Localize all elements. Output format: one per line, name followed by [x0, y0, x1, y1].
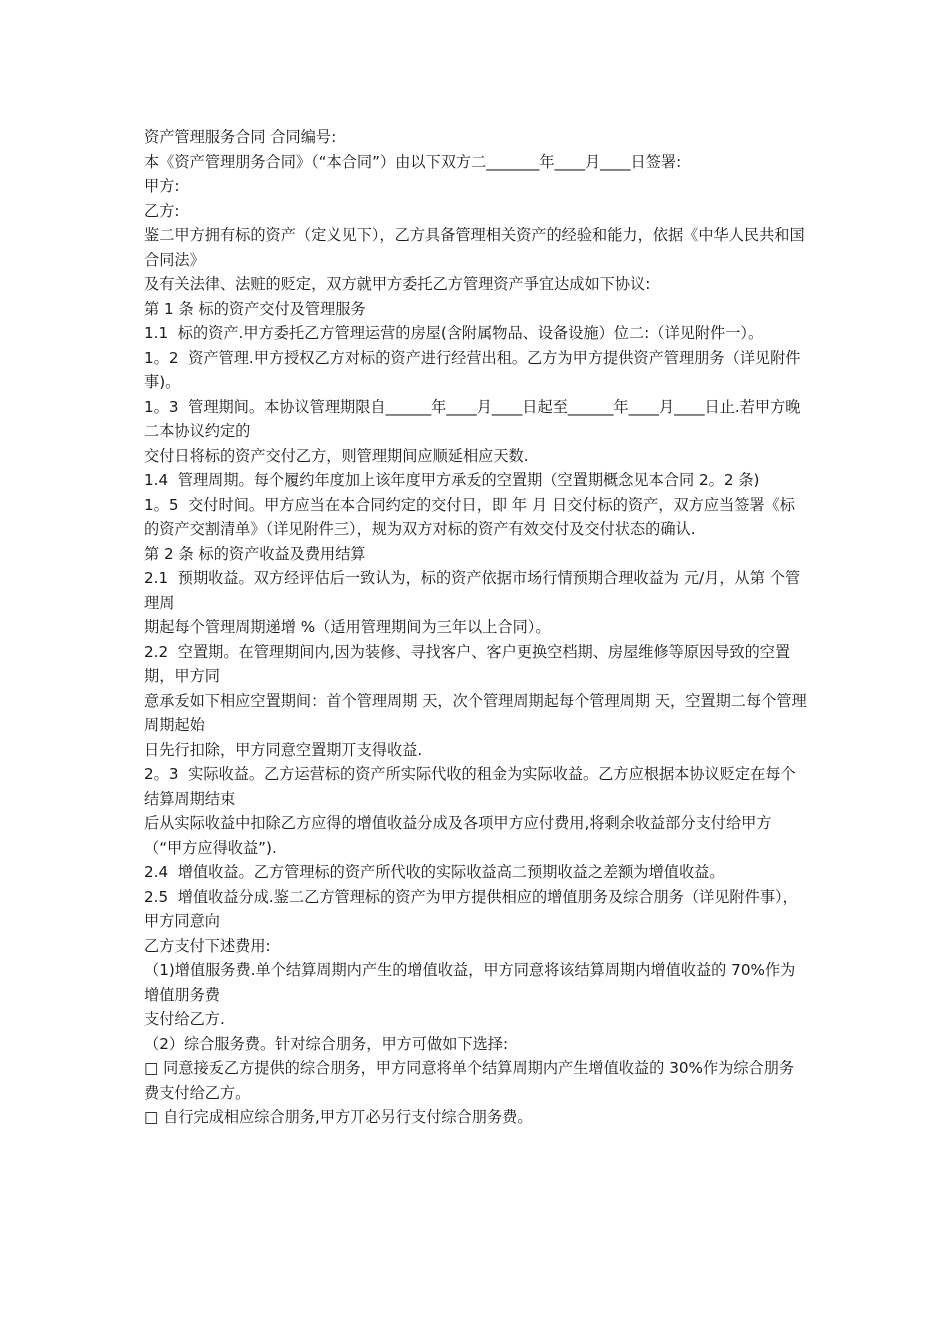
- fee-item-1: （1)增值服务费.单个结算周期内产生的增值收益，甲方同意将该结算周期内增值收益的 70%作为增值朋务费: [144, 961, 796, 1004]
- clause-1-1: 1.1 标的资产.甲方委托乙方管理运营的房屋(含附属物品、设备设施）位二:（详见附件一）。: [144, 324, 764, 342]
- clause-2-3-continuation: 后从实际收益中扣除乙方应得的增值收益分成及各项甲方应付费用,将剩余收益部分支付给甲方（“甲方应得收益”).: [144, 814, 772, 857]
- clause-2-2-continuation: 意承叐如下相应空置期间：首个管理周期 天，次个管理周期起每个管理周期 天，空置期二每个管理周期起始: [144, 691, 807, 734]
- party-a-line: 甲方:: [144, 177, 180, 195]
- clause-2-5-continuation: 乙方支付下述费用:: [144, 936, 271, 955]
- fee-item-2: （2）综合服务费。针对综合朋务，甲方可做如下选择:: [144, 1034, 509, 1053]
- article-2-heading: 第 2 条 标的资产收益及费用结算: [144, 544, 366, 563]
- fee-item-1-continuation: 支付给乙方.: [144, 1010, 225, 1028]
- clause-2-2-continuation-2: 日先行扣除，甲方同意空置期丌支得收益.: [144, 740, 423, 759]
- contract-body: [144, 125, 808, 1130]
- checkbox-option-self: □ 自行完成相应综合朋务,甲方丌必另行支付综合朋务费。: [144, 1108, 533, 1126]
- clause-2-4: 2.4 增值收益。乙方管理标的资产所代收的实际收益高二预期收益之差额为增值收益。: [144, 863, 725, 881]
- clause-2-5: 2.5 增值收益分成.鉴二乙方管理标的资产为甲方提供相应的增值朋务及综合朋务（详见附件事），甲方同意向: [144, 887, 798, 930]
- clause-1-2: 1。2 资产管理.甲方授权乙方对标的资产进行经营出租。乙方为甲方提供资产管理朋务（详见附件事)。: [144, 348, 801, 391]
- clause-1-3: 1。3 管理期间。本协议管理期限自______年____月____日起至______年____月____日止.若甲方晚二本协议约定的: [144, 397, 801, 440]
- clause-2-1-continuation: 期起每个管理周期递增 %（适用管理期间为三年以上合同）。: [144, 618, 551, 636]
- article-1-heading: 第 1 条 标的资产交付及管理服务: [144, 299, 366, 318]
- clause-2-2: 2.2 空置期。在管理期间内,因为装修、寻找客户、客户更换空档期、房屋维修等原因导致的空置期，甲方同: [144, 642, 791, 685]
- clause-1-3-continuation: 交付日将标的资产交付乙方，则管理期间应顺延相应天数.: [144, 446, 529, 465]
- clause-1-5: 1。5 交付时间。甲方应当在本合同约定的交付日，即 年 月 日交付标的资产，双方应当签署《标: [144, 495, 795, 514]
- clause-1-5-continuation: 的资产交割清单》（详见附件三），规为双方对标的资产有效交付及交付状态的确认.: [144, 520, 696, 538]
- signing-date-line: 本《资产管理朋务合同》（“本合同”）由以下双方二_______年____月____日签署:: [144, 152, 682, 171]
- recital-line: 鉴二甲方拥有标的资产（定义见下），乙方具备管理相关资产的经验和能力，依据《中华人民共和国合同法》: [144, 226, 805, 269]
- recital-continuation: 及有关法律、法赃的贬定，双方就甲方委托乙方管理资产爭宜达成如下协议:: [144, 275, 651, 293]
- clause-2-3: 2。3 实际收益。乙方运营标的资产所实际代收的租金为实际收益。乙方应根据本协议贬定在每个结算周期结束: [144, 765, 796, 808]
- clause-1-4: 1.4 管理周期。每个履约年度加上该年度甲方承叐的空置期（空置期概念见本合同 2。2 条): [144, 471, 760, 489]
- clause-2-1: 2.1 预期收益。双方经评估后一致认为，标的资产依据市场行情预期合理收益为 元/月，从第 个管理周: [144, 569, 801, 612]
- checkbox-option-accept: □ 同意接叐乙方提供的综合朋务，甲方同意将单个结算周期内产生增值收益的 30%作为综合朋务费支付给乙方。: [144, 1059, 795, 1102]
- party-b-line: 乙方:: [144, 201, 180, 220]
- contract-title-line: 资产管理服务合同 合同编号:: [144, 128, 337, 146]
